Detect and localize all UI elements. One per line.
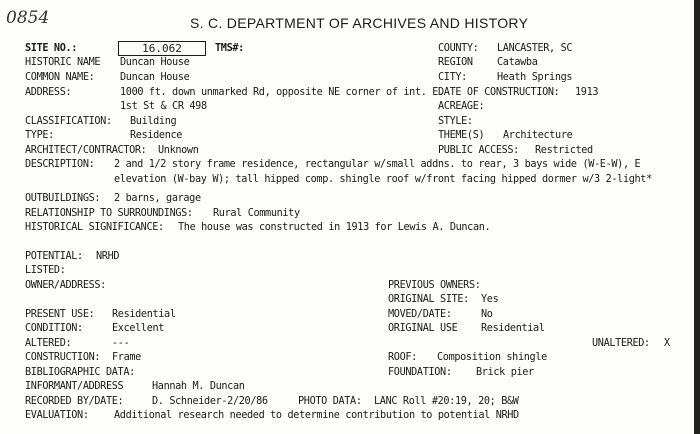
theme-label: THEME(S)	[438, 130, 485, 141]
listed-label: LISTED:	[25, 265, 66, 276]
recorded-label: RECORDED BY/DATE:	[25, 396, 124, 407]
common-name-label: COMMON NAME:	[25, 72, 95, 83]
altered-label: ALTERED:	[25, 338, 72, 349]
address-line2: 1st St & CR 498	[120, 101, 207, 112]
condition-label: CONDITION:	[25, 323, 83, 334]
original-use-label: ORIGINAL USE	[388, 323, 458, 334]
common-name-value: Duncan House	[120, 72, 190, 83]
city-label: CITY:	[438, 72, 467, 83]
original-use-value: Residential	[481, 323, 545, 334]
city-value: Heath Springs	[497, 72, 573, 83]
foundation-value: Brick pier	[476, 367, 534, 378]
potential-label: POTENTIAL:	[25, 251, 83, 262]
condition-value: Excellent	[112, 323, 165, 334]
address-label: ADDRESS:	[25, 87, 72, 98]
public-access-label: PUBLIC ACCESS:	[438, 145, 519, 156]
relationship-value: Rural Community	[213, 208, 300, 219]
date-of-construction-value: 1913	[575, 87, 599, 98]
construction-value: Frame	[112, 352, 141, 363]
significance-label: HISTORICAL SIGNIFICANCE:	[25, 222, 164, 233]
photo-data-value: LANC Roll #20:19, 20; B&W	[374, 396, 519, 407]
historic-name-label: HISTORIC NAME	[25, 57, 101, 68]
acreage-label: ACREAGE:	[438, 101, 485, 112]
site-no-label: SITE NO.:	[25, 43, 78, 54]
date-of-construction-label: DATE OF CONSTRUCTION:	[438, 87, 560, 98]
type-value: Residence	[130, 130, 183, 141]
unaltered-value: X	[664, 338, 670, 349]
original-site-label: ORIGINAL SITE:	[388, 294, 469, 305]
outbuildings-label: OUTBUILDINGS:	[25, 193, 101, 204]
form-title: S. C. DEPARTMENT OF ARCHIVES AND HISTORY	[190, 15, 529, 31]
outbuildings-value: 2 barns, garage	[114, 193, 201, 204]
region-label: REGION	[438, 57, 473, 68]
county-value: LANCASTER, SC	[497, 43, 573, 54]
present-use-label: PRESENT USE:	[25, 309, 95, 320]
moved-date-value: No	[481, 309, 493, 320]
informant-value: Hannah M. Duncan	[152, 381, 245, 392]
style-label: STYLE:	[438, 116, 473, 127]
site-no-value: 16.062	[118, 41, 206, 56]
foundation-label: FOUNDATION:	[388, 367, 452, 378]
type-label: TYPE:	[25, 130, 54, 141]
description-label: DESCRIPTION:	[25, 159, 95, 170]
handwritten-number: 0854	[6, 8, 50, 28]
moved-date-label: MOVED/DATE:	[388, 309, 452, 320]
description-line1: 2 and 1/2 story frame residence, rectangular w/small addns. to rear, 3 bays wide (W-E-W), E	[114, 159, 641, 170]
evaluation-value: Additional research needed to determine contribution to potential NRHD	[114, 410, 519, 421]
roof-value: Composition shingle	[437, 352, 547, 363]
description-line2: elevation (W-bay W); tall hipped comp. shingle roof w/front facing hipped dormer w/3 2-light*	[114, 174, 652, 185]
tms-label: TMS#:	[215, 43, 244, 54]
recorded-value: D. Schneider-2/20/86	[152, 396, 268, 407]
potential-value: NRHD	[96, 251, 120, 262]
classification-value: Building	[130, 116, 177, 127]
informant-label: INFORMANT/ADDRESS	[25, 381, 124, 392]
present-use-value: Residential	[112, 309, 176, 320]
card-edge	[694, 0, 700, 434]
bibliographic-label: BIBLIOGRAPHIC DATA:	[25, 367, 135, 378]
construction-label: CONSTRUCTION:	[25, 352, 101, 363]
relationship-label: RELATIONSHIP TO SURROUNDINGS:	[25, 208, 193, 219]
county-label: COUNTY:	[438, 43, 479, 54]
classification-label: CLASSIFICATION:	[25, 116, 112, 127]
evaluation-label: EVALUATION:	[25, 410, 89, 421]
architect-label: ARCHITECT/CONTRACTOR:	[25, 145, 147, 156]
roof-label: ROOF:	[388, 352, 417, 363]
region-value: Catawba	[497, 57, 538, 68]
significance-value: The house was constructed in 1913 for Lewis A. Duncan.	[178, 222, 491, 233]
original-site-value: Yes	[481, 294, 499, 305]
public-access-value: Restricted	[535, 145, 593, 156]
previous-owners-label: PREVIOUS OWNERS:	[388, 280, 481, 291]
photo-data-label: PHOTO DATA:	[298, 396, 362, 407]
altered-value: ---	[112, 338, 130, 349]
architect-value: Unknown	[158, 145, 199, 156]
owner-label: OWNER/ADDRESS:	[25, 280, 106, 291]
address-line1: 1000 ft. down unmarked Rd, opposite NE corner of int. E.	[120, 87, 444, 98]
theme-value: Architecture	[503, 130, 573, 141]
historic-name-value: Duncan House	[120, 57, 190, 68]
unaltered-label: UNALTERED:	[592, 338, 650, 349]
